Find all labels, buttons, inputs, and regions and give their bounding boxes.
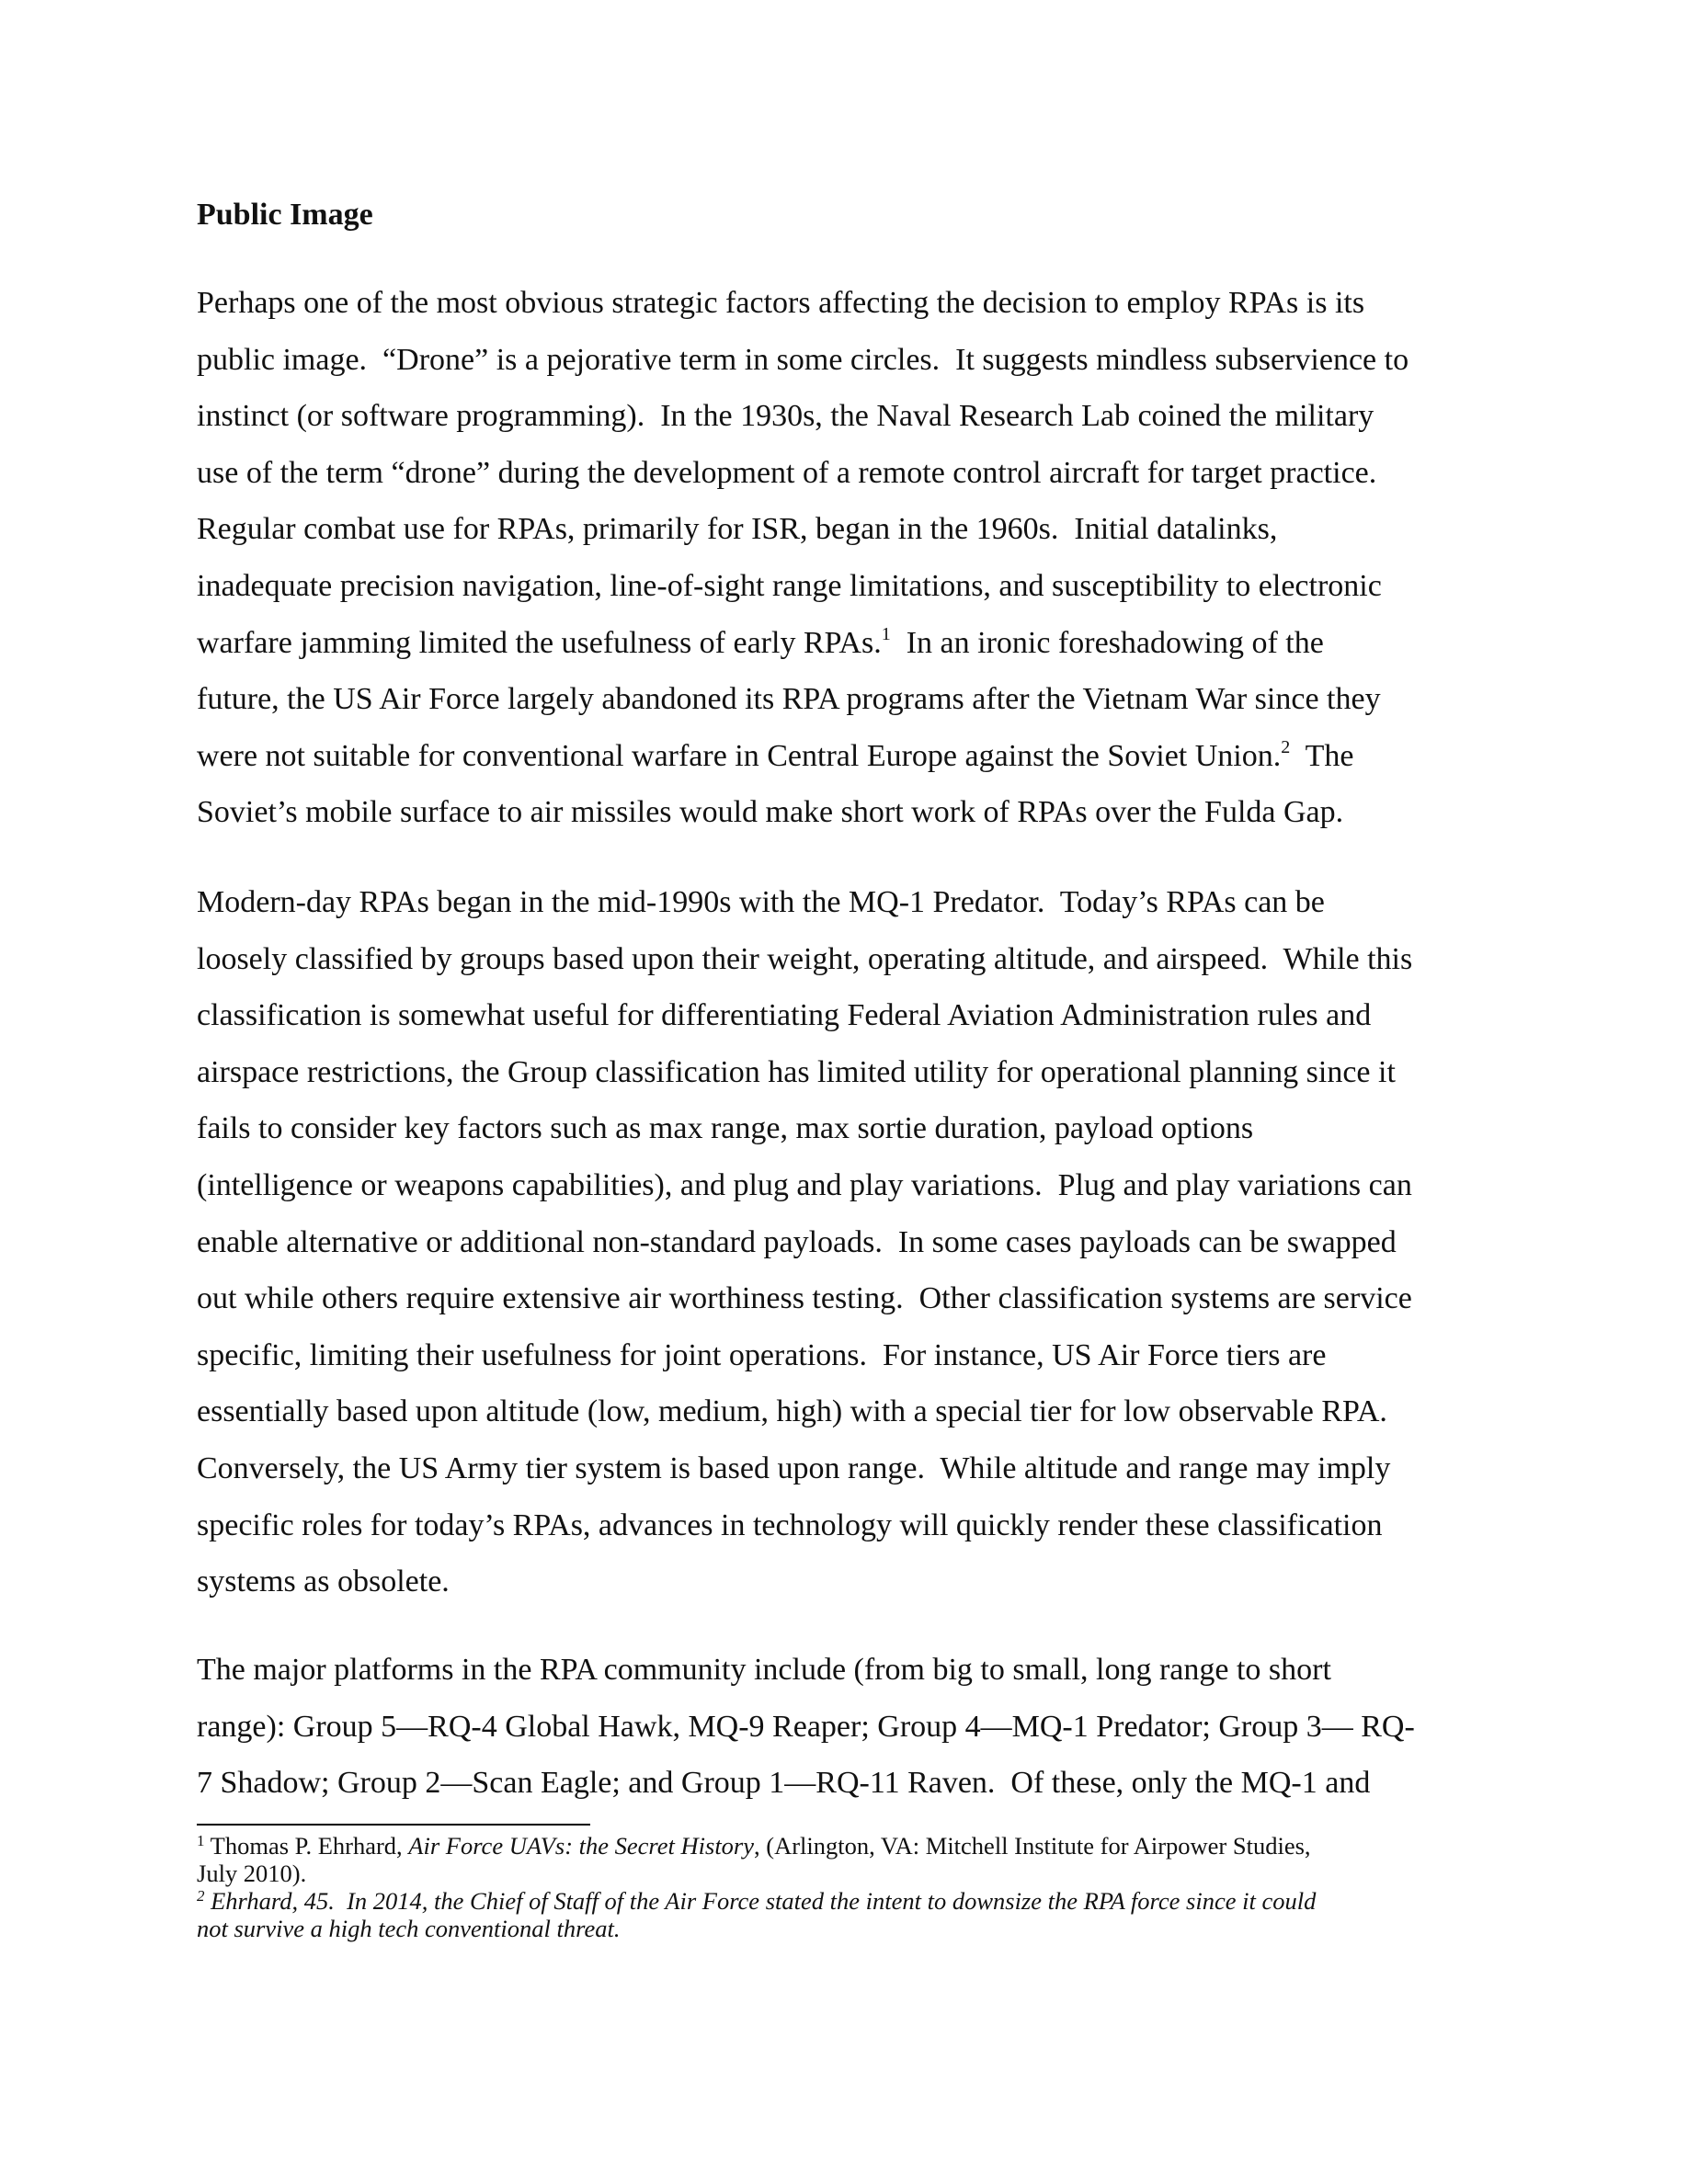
- line-text: Modern-day RPAs began in the mid-1990s with the MQ-1 Predator. Today’s RPAs can be: [197, 885, 1325, 919]
- text-line: [197, 931, 1539, 988]
- line-text: out while others require extensive air worthiness testing. Other classification systems are service: [197, 1281, 1412, 1316]
- line-text: Conversely, the US Army tier system is based upon range. While altitude and range may imply: [197, 1450, 1391, 1485]
- footnote-reference[interactable]: 1: [881, 623, 891, 644]
- line-text: classification is somewhat useful for differentiating Federal Aviation Administration rules and: [197, 998, 1372, 1033]
- paragraph-public-image-history: [197, 275, 1539, 841]
- line-text: warfare jamming limited the usefulness of early RPAs.: [197, 625, 882, 660]
- footnote-1-line-1: [197, 1832, 1548, 1860]
- text-line: [197, 332, 1539, 389]
- footnote-2-mark: 2: [197, 1887, 205, 1905]
- line-text: instinct (or software programming). In the 1930s, the Naval Research Lab coined the military: [197, 399, 1374, 434]
- footnote-2-text: Ehrhard, 45. In 2014, the Chief of Staff of the Air Force stated the intent to downsize the RPA force since it could: [204, 1887, 1317, 1915]
- text-line: [197, 558, 1539, 615]
- text-line: [197, 874, 1539, 931]
- footnote-separator: [197, 1824, 590, 1826]
- line-text: specific, limiting their usefulness for joint operations. For instance, US Air Force tiers are: [197, 1337, 1327, 1372]
- line-text: (intelligence or weapons capabilities), and plug and play variations. Plug and play variations can: [197, 1167, 1412, 1202]
- text-line: [197, 1270, 1539, 1327]
- text-line: [197, 1497, 1539, 1554]
- line-text: Regular combat use for RPAs, primarily for ISR, began in the 1960s. Initial datalinks,: [197, 512, 1278, 547]
- footnote-1-title: Air Force UAVs: the Secret History: [408, 1832, 755, 1860]
- line-text: loosely classified by groups based upon their weight, operating altitude, and airspeed. While this: [197, 941, 1413, 976]
- text-line: [197, 1157, 1539, 1214]
- line-text: range): Group 5—RQ-4 Global Hawk, MQ-9 Reaper; Group 4—MQ-1 Predator; Group 3— RQ-: [197, 1709, 1415, 1744]
- line-text: 7 Shadow; Group 2—Scan Eagle; and Group 1—RQ-11 Raven. Of these, only the MQ-1 and: [197, 1766, 1371, 1801]
- text-line: [197, 1383, 1539, 1440]
- paragraph-rpa-classification: [197, 874, 1539, 1610]
- text-line: [197, 275, 1539, 332]
- footnote-1: [197, 1832, 1548, 1887]
- text-line: [197, 445, 1539, 502]
- text-line: [197, 1214, 1539, 1271]
- text-line: [197, 784, 1539, 841]
- line-text: use of the term “drone” during the development of a remote control aircraft for target practice.: [197, 455, 1377, 490]
- line-text: specific roles for today’s RPAs, advances in technology will quickly render these classification: [197, 1507, 1383, 1542]
- text-line: [197, 728, 1539, 785]
- line-text: inadequate precision navigation, line-of-sight range limitations, and susceptibility to electronic: [197, 568, 1382, 603]
- text-line: [197, 1642, 1539, 1699]
- footnote-1-mark: 1: [197, 1832, 205, 1849]
- line-text: future, the US Air Force largely abandoned its RPA programs after the Vietnam War since they: [197, 682, 1381, 717]
- line-text: The major platforms in the RPA community include (from big to small, long range to short: [197, 1653, 1331, 1687]
- footnote-1-publisher: , (Arlington, VA: Mitchell Institute for Airpower Studies,: [754, 1832, 1311, 1860]
- line-text-continued: In an ironic foreshadowing of the: [890, 625, 1324, 660]
- text-line: [197, 501, 1539, 558]
- text-line: [197, 987, 1539, 1044]
- line-text: fails to consider key factors such as max range, max sortie duration, payload options: [197, 1111, 1254, 1146]
- text-line: [197, 1440, 1539, 1497]
- footnote-1-author: Thomas P. Ehrhard,: [204, 1832, 409, 1860]
- text-line: [197, 671, 1539, 728]
- line-text: were not suitable for conventional warfare in Central Europe against the Soviet Union.: [197, 738, 1282, 773]
- text-line: [197, 388, 1539, 445]
- line-text: essentially based upon altitude (low, medium, high) with a special tier for low observable RPA.: [197, 1394, 1387, 1429]
- text-line: [197, 1553, 1539, 1610]
- footnote-2-line-1: [197, 1887, 1548, 1915]
- paragraph-major-platforms: [197, 1642, 1539, 1812]
- footnotes: [197, 1832, 1548, 1942]
- text-line: [197, 1044, 1539, 1101]
- line-text: airspace restrictions, the Group classification has limited utility for operational planning since it: [197, 1054, 1396, 1089]
- text-line: [197, 1100, 1539, 1157]
- footnote-1-line-2: July 2010).: [197, 1860, 307, 1887]
- footnote-2: [197, 1887, 1548, 1942]
- footnote-reference[interactable]: 2: [1281, 736, 1291, 757]
- footnote-2-line-2: not survive a high tech conventional threat.: [197, 1915, 621, 1942]
- line-text: Perhaps one of the most obvious strategic factors affecting the decision to employ RPAs is its: [197, 286, 1365, 320]
- line-text: public image. “Drone” is a pejorative term in some circles. It suggests mindless subservience to: [197, 342, 1409, 377]
- text-line: [197, 1699, 1539, 1756]
- line-text: systems as obsolete.: [197, 1564, 450, 1599]
- text-line: [197, 615, 1539, 672]
- text-line: [197, 1327, 1539, 1384]
- section-heading: Public Image: [197, 198, 373, 232]
- line-text: enable alternative or additional non-standard payloads. In some cases payloads can be swapped: [197, 1224, 1397, 1259]
- line-text-continued: The: [1290, 738, 1354, 773]
- text-line: [197, 1755, 1539, 1812]
- line-text: Soviet’s mobile surface to air missiles would make short work of RPAs over the Fulda Gap.: [197, 795, 1344, 830]
